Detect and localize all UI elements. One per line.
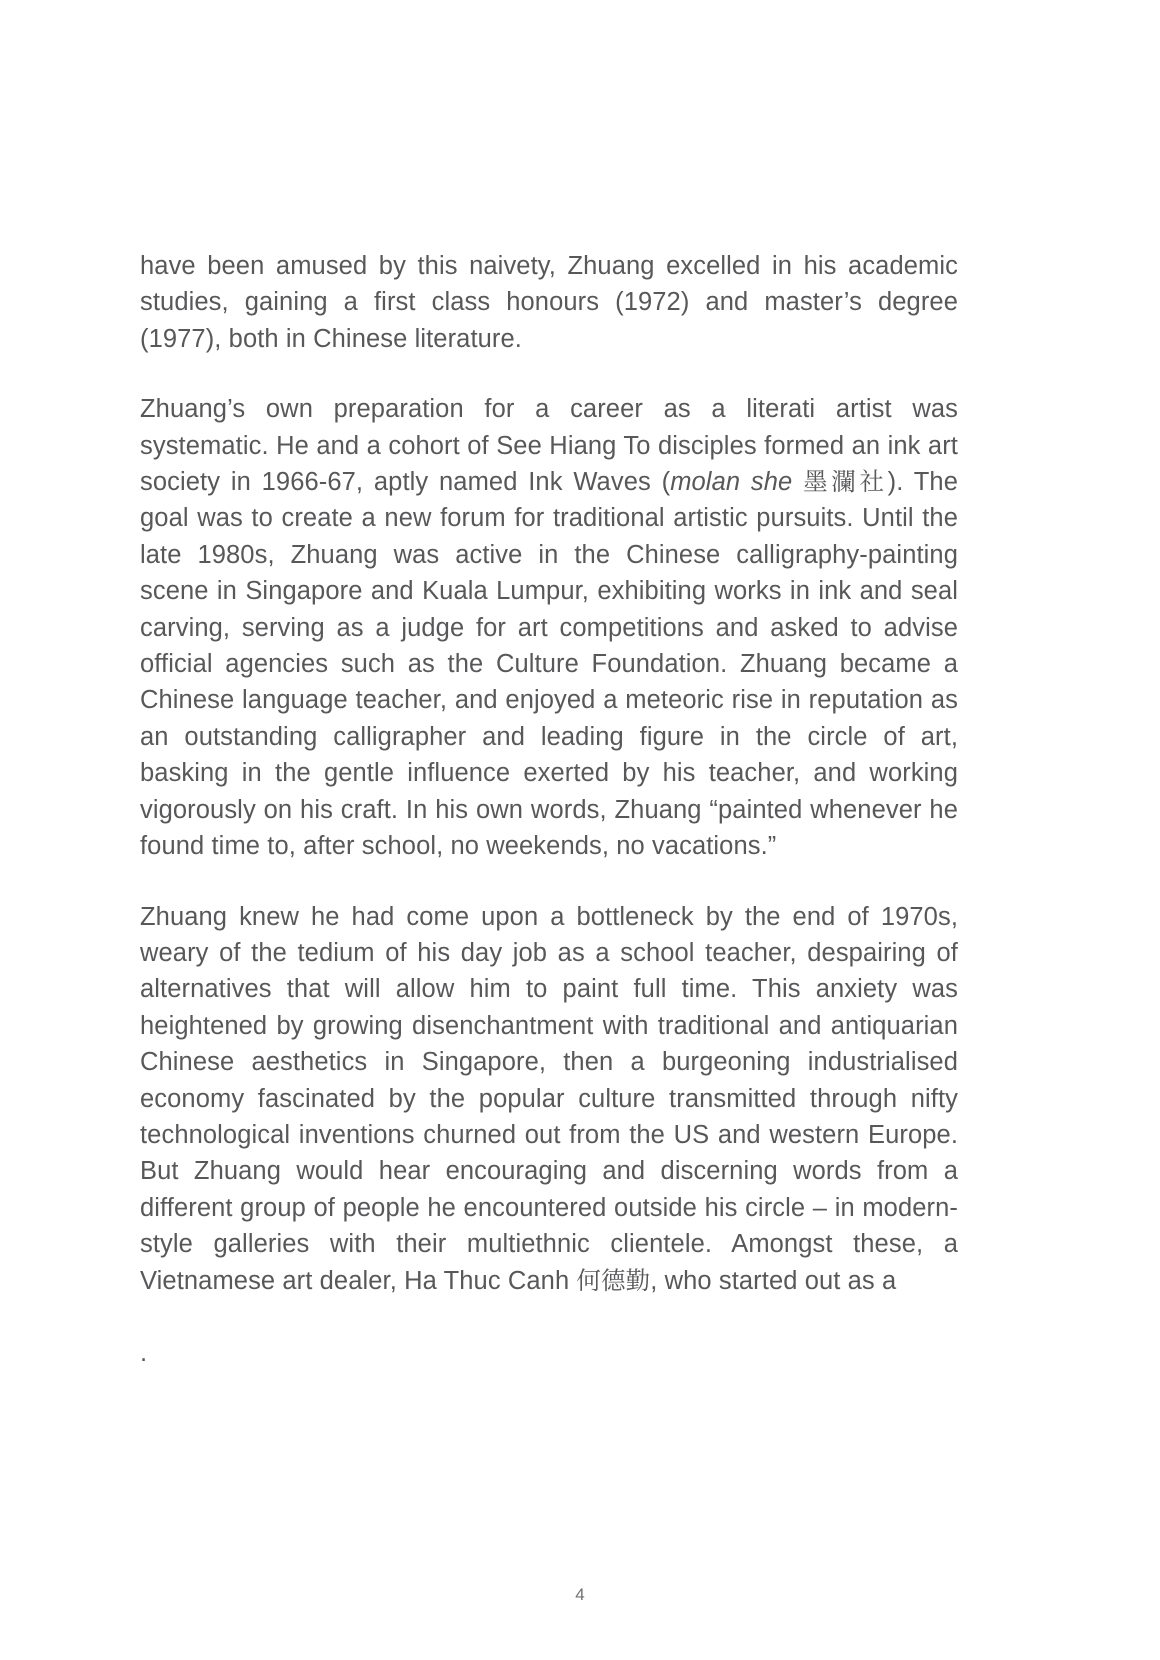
paragraph-3-cjk-run-1: 何德勤 [576, 1265, 651, 1295]
page-number: 4 [575, 1585, 585, 1604]
paragraph-3 [140, 899, 958, 1299]
paragraph-2 [140, 391, 958, 864]
paragraph-2-text-run-0: Zhuang’s own preparation for a career as a literati artist was systematic. He and a cohort of See Hiang To disciples formed an ink art society in 1966-67, aptly named Ink Waves ( [140, 395, 958, 497]
paragraph-3-text-run-2: , who started out as a [650, 1266, 897, 1295]
page-footer [0, 1585, 1160, 1605]
paragraph-3-text-run-0: Zhuang knew he had come upon a bottleneck by the end of 1970s, weary of the tedium of his day job as a school teacher, despairing of alternatives that will allow him to paint full time. This anxiety was heightened by growing disenchantment with traditional and antiquarian Chinese aesthetics in Singapore, then a burgeoning industrialised economy fascinated by the popular culture transmitted through nifty technological inventions churned out from the US and western Europe. But Zhuang would hear encouraging and discerning words from a different group of people he encountered outside his circle – in modern-style galleries with their multiethnic clientele. Amongst these, a Vietnamese art dealer, Ha Thuc Canh [140, 902, 958, 1295]
paragraph-2-italic-run-1: molan she [670, 468, 793, 497]
page-body [140, 248, 958, 1371]
paragraph-2-text-run-4: ). The goal was to create a new forum for traditional artistic pursuits. Until the late 1980s, Zhuang was active in the Chinese calligraphy-painting scene in Singapore and Kuala Lumpur, exhibiting works in ink and seal carving, serving as a judge for art competitions and asked to advise official agencies such as the Culture Foundation. Zhuang became a Chinese language teacher, and enjoyed a meteoric rise in reputation as an outstanding calligrapher and leading figure in the circle of art, basking in the gentle influence exerted by his teacher, and working vigorously on his craft. In his own words, Zhuang “painted whenever he found time to, after school, no weekends, no vacations.” [140, 468, 958, 861]
paragraph-1-text-run-0: have been amused by this naivety, Zhuang excelled in his academic studies, gaining a first class honours (1972) and master’s degree (1977), both in Chinese literature. [140, 252, 958, 353]
paragraph-2-cjk-run-3: 墨瀾社 [803, 467, 888, 497]
paragraph-2-text-run-2 [792, 468, 803, 496]
trailing-period: . [140, 1338, 148, 1367]
paragraph-1 [140, 248, 958, 357]
